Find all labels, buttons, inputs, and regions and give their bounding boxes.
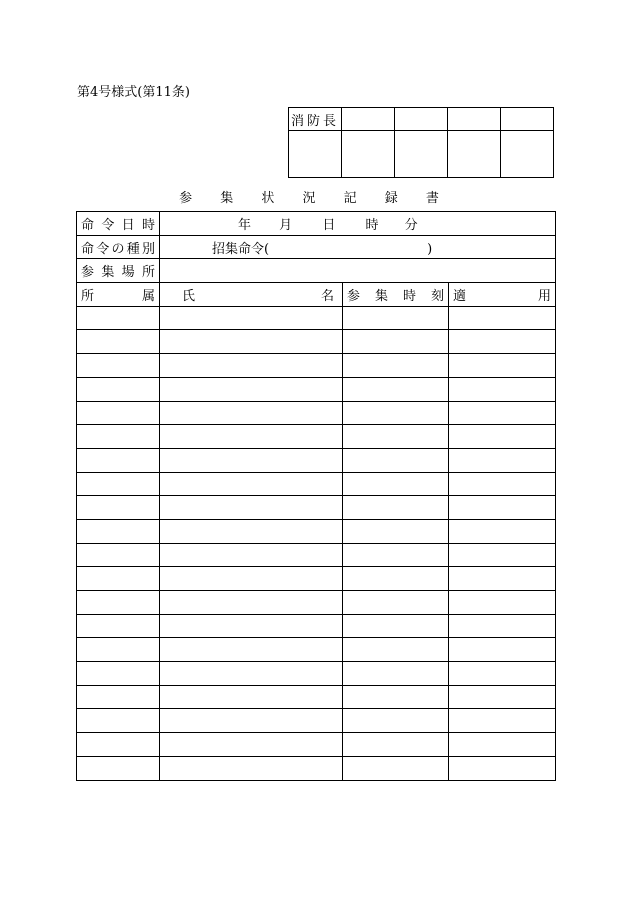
arrival-time-cell[interactable] (343, 638, 449, 662)
stamp-cell[interactable] (342, 108, 395, 131)
stamp-cell[interactable] (501, 131, 554, 178)
stamp-cell[interactable] (501, 108, 554, 131)
affiliation-cell[interactable] (77, 354, 160, 378)
command-type-row (77, 235, 556, 259)
stamp-cell[interactable] (395, 108, 448, 131)
assembly-place-field[interactable] (160, 259, 556, 283)
column-header-row (77, 283, 556, 307)
arrival-time-cell[interactable] (343, 448, 449, 472)
name-cell[interactable] (160, 567, 343, 591)
assembly-record-table (76, 211, 556, 781)
table-row (77, 519, 556, 543)
label-char: 別 (141, 241, 155, 257)
arrival-time-cell[interactable] (343, 567, 449, 591)
name-cell[interactable] (160, 614, 343, 638)
arrival-time-cell[interactable] (343, 519, 449, 543)
label-char: 命 (81, 217, 95, 233)
remarks-cell[interactable] (449, 685, 556, 709)
arrival-time-cell[interactable] (343, 756, 449, 780)
header-char: 用 (537, 288, 551, 304)
remarks-cell[interactable] (449, 401, 556, 425)
affiliation-cell[interactable] (77, 709, 160, 733)
label-char: 集 (101, 265, 115, 281)
summons-order-text: 招集命令( (212, 241, 270, 257)
affiliation-cell[interactable] (77, 472, 160, 496)
table-row (77, 306, 556, 330)
label-char: の (111, 241, 125, 257)
name-cell[interactable] (160, 685, 343, 709)
table-row (77, 756, 556, 780)
remarks-header (449, 283, 556, 307)
remarks-cell[interactable] (449, 425, 556, 449)
command-datetime-field[interactable] (160, 212, 556, 236)
name-cell[interactable] (160, 543, 343, 567)
header-char: 氏 (182, 288, 196, 304)
table-row (77, 425, 556, 449)
header-char: 刻 (430, 288, 444, 304)
arrival-time-cell[interactable] (343, 614, 449, 638)
name-cell[interactable] (160, 733, 343, 757)
stamp-cell[interactable] (448, 131, 501, 178)
affiliation-cell[interactable] (77, 638, 160, 662)
remarks-cell[interactable] (449, 330, 556, 354)
day-unit: 日 (322, 217, 336, 233)
approval-stamp-box (288, 107, 554, 178)
chief-label: 消防長 (289, 108, 342, 131)
remarks-cell[interactable] (449, 756, 556, 780)
name-cell[interactable] (160, 638, 343, 662)
name-header (160, 283, 343, 307)
affiliation-header (77, 283, 160, 307)
arrival-time-cell[interactable] (343, 709, 449, 733)
affiliation-cell[interactable] (77, 543, 160, 567)
name-cell[interactable] (160, 519, 343, 543)
arrival-time-cell[interactable] (343, 354, 449, 378)
command-type-label (77, 235, 160, 259)
remarks-cell[interactable] (449, 614, 556, 638)
header-char: 名 (320, 288, 334, 304)
label-char: 参 (81, 265, 95, 281)
remarks-cell[interactable] (449, 306, 556, 330)
affiliation-cell[interactable] (77, 377, 160, 401)
affiliation-cell[interactable] (77, 519, 160, 543)
header-char: 集 (374, 288, 388, 304)
arrival-time-cell[interactable] (343, 496, 449, 520)
name-cell[interactable] (160, 472, 343, 496)
remarks-cell[interactable] (449, 496, 556, 520)
name-cell[interactable] (160, 401, 343, 425)
command-datetime-row (77, 212, 556, 236)
affiliation-cell[interactable] (77, 614, 160, 638)
table-row (77, 448, 556, 472)
name-cell[interactable] (160, 591, 343, 615)
arrival-time-cell[interactable] (343, 591, 449, 615)
arrival-time-cell[interactable] (343, 330, 449, 354)
label-char: 命 (81, 241, 95, 257)
document-title: 参 集 状 況 記 録 書 (179, 191, 451, 206)
remarks-cell[interactable] (449, 354, 556, 378)
name-cell[interactable] (160, 377, 343, 401)
remarks-cell[interactable] (449, 519, 556, 543)
arrival-time-cell[interactable] (343, 662, 449, 686)
table-row (77, 733, 556, 757)
arrival-time-cell[interactable] (343, 401, 449, 425)
stamp-cell[interactable] (289, 131, 342, 178)
stamp-cell[interactable] (342, 131, 395, 178)
label-char: 令 (96, 241, 110, 257)
name-cell[interactable] (160, 709, 343, 733)
affiliation-cell[interactable] (77, 733, 160, 757)
remarks-cell[interactable] (449, 709, 556, 733)
stamp-cell[interactable] (395, 131, 448, 178)
table-row (77, 377, 556, 401)
remarks-cell[interactable] (449, 638, 556, 662)
label-char: 所 (141, 265, 155, 281)
name-cell[interactable] (160, 662, 343, 686)
remarks-cell[interactable] (449, 472, 556, 496)
arrival-time-cell[interactable] (343, 377, 449, 401)
header-char: 参 (347, 288, 361, 304)
header-char: 属 (141, 288, 155, 304)
affiliation-cell[interactable] (77, 567, 160, 591)
stamp-cell[interactable] (448, 108, 501, 131)
label-char: 場 (121, 265, 135, 281)
remarks-cell[interactable] (449, 591, 556, 615)
table-row (77, 567, 556, 591)
minute-unit: 分 (404, 217, 418, 233)
table-row (77, 591, 556, 615)
form-number: 第4号様式(第11条) (77, 85, 190, 100)
header-char: 所 (81, 288, 95, 304)
month-unit: 月 (279, 217, 293, 233)
year-unit: 年 (238, 217, 252, 233)
hour-unit: 時 (365, 217, 379, 233)
header-char: 適 (453, 288, 467, 304)
table-row (77, 638, 556, 662)
command-type-field[interactable] (160, 235, 556, 259)
name-cell[interactable] (160, 756, 343, 780)
arrival-time-cell[interactable] (343, 733, 449, 757)
affiliation-cell[interactable] (77, 306, 160, 330)
affiliation-cell[interactable] (77, 425, 160, 449)
table-row (77, 685, 556, 709)
label-char: 令 (101, 217, 115, 233)
affiliation-cell[interactable] (77, 330, 160, 354)
name-cell[interactable] (160, 330, 343, 354)
table-row (77, 662, 556, 686)
name-cell[interactable] (160, 425, 343, 449)
name-cell[interactable] (160, 448, 343, 472)
assembly-place-row (77, 259, 556, 283)
table-row (77, 614, 556, 638)
command-datetime-label (77, 212, 160, 236)
name-cell[interactable] (160, 306, 343, 330)
label-char: 時 (141, 217, 155, 233)
table-row (77, 330, 556, 354)
remarks-cell[interactable] (449, 567, 556, 591)
table-row (77, 709, 556, 733)
label-char: 日 (121, 217, 135, 233)
arrival-time-cell[interactable] (343, 306, 449, 330)
table-row (77, 496, 556, 520)
affiliation-cell[interactable] (77, 662, 160, 686)
affiliation-cell[interactable] (77, 448, 160, 472)
table-row (77, 401, 556, 425)
remarks-cell[interactable] (449, 448, 556, 472)
remarks-cell[interactable] (449, 662, 556, 686)
arrival-time-header (343, 283, 449, 307)
arrival-time-cell[interactable] (343, 685, 449, 709)
arrival-time-cell[interactable] (343, 472, 449, 496)
affiliation-cell[interactable] (77, 401, 160, 425)
table-row (77, 354, 556, 378)
affiliation-cell[interactable] (77, 685, 160, 709)
name-cell[interactable] (160, 354, 343, 378)
arrival-time-cell[interactable] (343, 425, 449, 449)
remarks-cell[interactable] (449, 733, 556, 757)
header-char: 時 (402, 288, 416, 304)
remarks-cell[interactable] (449, 543, 556, 567)
table-row (77, 472, 556, 496)
name-cell[interactable] (160, 496, 343, 520)
affiliation-cell[interactable] (77, 591, 160, 615)
summons-order-close: ) (427, 241, 433, 257)
affiliation-cell[interactable] (77, 496, 160, 520)
affiliation-cell[interactable] (77, 756, 160, 780)
arrival-time-cell[interactable] (343, 543, 449, 567)
label-char: 種 (126, 241, 140, 257)
remarks-cell[interactable] (449, 377, 556, 401)
assembly-place-label (77, 259, 160, 283)
table-row (77, 543, 556, 567)
